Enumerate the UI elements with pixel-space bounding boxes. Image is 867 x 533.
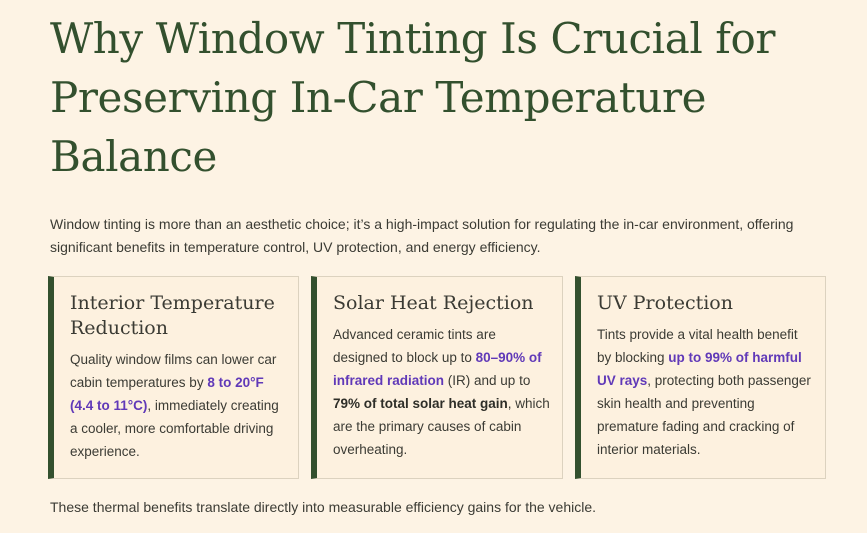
card-text: Tints provide a vital health benefit by blocking — [597, 327, 798, 365]
card-highlight: 80–90% of infrared radiation — [333, 350, 542, 388]
card-solar-heat-rejection — [311, 276, 563, 479]
card-text: , which are the primary causes of cabin overheating. — [333, 396, 550, 457]
page-title: Why Window Tinting Is Crucial for Preserving In-Car Temperature Balance — [50, 14, 776, 181]
card-text: Quality window films can lower car cabin temperatures by — [70, 352, 277, 390]
card-emphasis: 79% of total solar heat gain — [333, 396, 508, 411]
card-text: (IR) and up to — [444, 373, 531, 388]
card-text: Advanced ceramic tints are designed to block up to — [333, 327, 496, 365]
card-temperature-reduction — [48, 276, 299, 479]
card-highlight: 8 to 20°F (4.4 to 11°C) — [70, 375, 264, 413]
intro-paragraph: Window tinting is more than an aesthetic choice; it’s a high-impact solution for regulating the in-car environment, offering significant benefits in temperature control, UV protection, and energy efficiency. — [50, 216, 794, 255]
card-text: , protecting both passenger skin health and preventing premature fading and cracking of interior materials. — [597, 373, 811, 457]
card-body — [597, 323, 813, 461]
footer-paragraph: These thermal benefits translate directly into measurable efficiency gains for the vehicle. — [50, 499, 597, 515]
card-highlight: up to 99% of harmful UV rays — [597, 350, 802, 388]
card-title: Solar Heat Rejection — [333, 292, 534, 314]
card-title: Interior Temperature Reduction — [70, 292, 275, 339]
card-body — [333, 323, 550, 461]
card-title: UV Protection — [597, 292, 733, 314]
card-text: , immediately creating a cooler, more comfortable driving experience. — [70, 398, 279, 459]
card-body — [70, 348, 286, 463]
card-uv-protection — [575, 276, 826, 479]
